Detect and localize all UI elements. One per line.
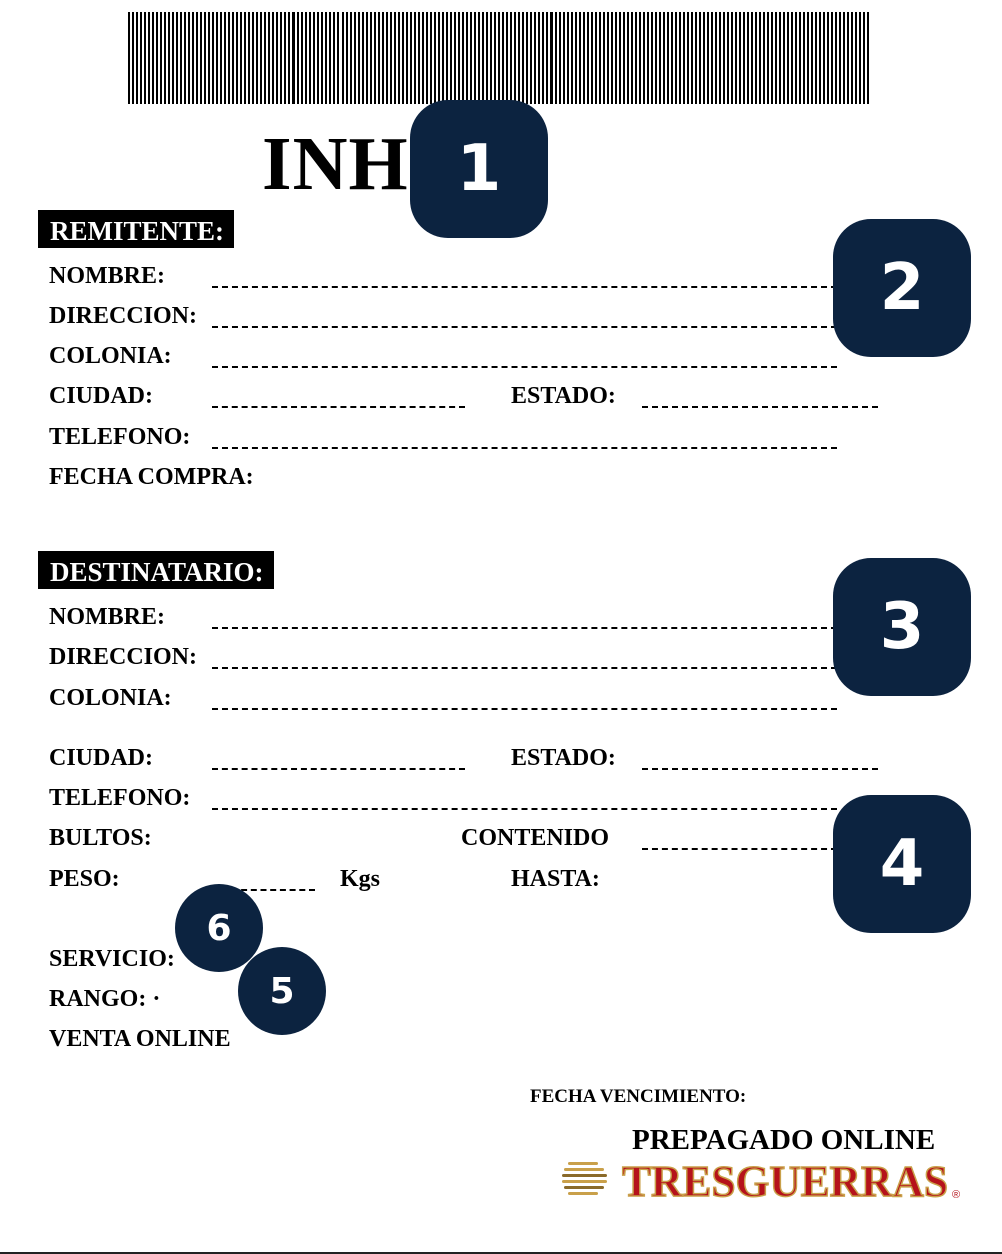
remitente-telefono-label: TELEFONO: <box>49 424 191 450</box>
destinatario-telefono-label: TELEFONO: <box>49 785 191 811</box>
peso-label: PESO: <box>49 866 120 892</box>
kgs-unit: Kgs <box>340 866 381 892</box>
remitente-estado-field[interactable] <box>642 406 878 408</box>
fecha-vencimiento-label: FECHA VENCIMIENTO: <box>530 1086 747 1107</box>
destinatario-colonia-label: COLONIA: <box>49 685 172 711</box>
remitente-fecha-compra-label: FECHA COMPRA: <box>49 464 254 490</box>
tracking-code: INH <box>262 122 409 206</box>
rango-label: RANGO: · <box>49 986 161 1012</box>
remitente-direccion-label: DIRECCION: <box>49 303 198 329</box>
prepagado-online-label: PREPAGADO ONLINE <box>632 1124 936 1156</box>
contenido-label: CONTENIDO <box>461 825 610 851</box>
remitente-colonia-field[interactable] <box>212 366 837 368</box>
destinatario-telefono-field[interactable] <box>212 808 837 810</box>
destinatario-nombre-label: NOMBRE: <box>49 604 165 630</box>
destinatario-estado-label: ESTADO: <box>511 745 616 771</box>
destinatario-direccion-label: DIRECCION: <box>49 644 198 670</box>
marker-badge-5: 5 <box>238 947 326 1035</box>
destinatario-ciudad-field[interactable] <box>212 768 465 770</box>
remitente-estado-label: ESTADO: <box>511 383 616 409</box>
marker-badge-3: 3 <box>833 558 971 696</box>
remitente-nombre-label: NOMBRE: <box>49 263 165 289</box>
tresguerras-logo <box>560 1152 970 1204</box>
remitente-header: REMITENTE: <box>38 210 234 248</box>
remitente-direccion-field[interactable] <box>212 326 837 328</box>
remitente-ciudad-field[interactable] <box>212 406 465 408</box>
servicio-label: SERVICIO: <box>49 946 175 972</box>
remitente-colonia-label: COLONIA: <box>49 343 172 369</box>
logo-stripes-icon <box>562 1162 607 1195</box>
destinatario-ciudad-label: CIUDAD: <box>49 745 153 771</box>
destinatario-nombre-field[interactable] <box>212 627 837 629</box>
marker-badge-1: 1 <box>410 100 548 238</box>
remitente-nombre-field[interactable] <box>212 286 837 288</box>
destinatario-estado-field[interactable] <box>642 768 878 770</box>
marker-badge-4: 4 <box>833 795 971 933</box>
destinatario-colonia-field[interactable] <box>212 708 837 710</box>
marker-badge-2: 2 <box>833 219 971 357</box>
marker-badge-6: 6 <box>175 884 263 972</box>
logo-wordmark: TRESGUERRAS <box>622 1157 948 1204</box>
destinatario-direccion-field[interactable] <box>212 667 837 669</box>
registered-mark: ® <box>952 1189 961 1201</box>
remitente-telefono-field[interactable] <box>212 447 837 449</box>
destinatario-header: DESTINATARIO: <box>38 551 274 589</box>
remitente-ciudad-label: CIUDAD: <box>49 383 153 409</box>
barcode <box>128 12 872 104</box>
hasta-label: HASTA: <box>511 866 600 892</box>
bultos-label: BULTOS: <box>49 825 152 851</box>
venta-online-label: VENTA ONLINE <box>49 1026 231 1052</box>
contenido-field[interactable] <box>642 848 837 850</box>
